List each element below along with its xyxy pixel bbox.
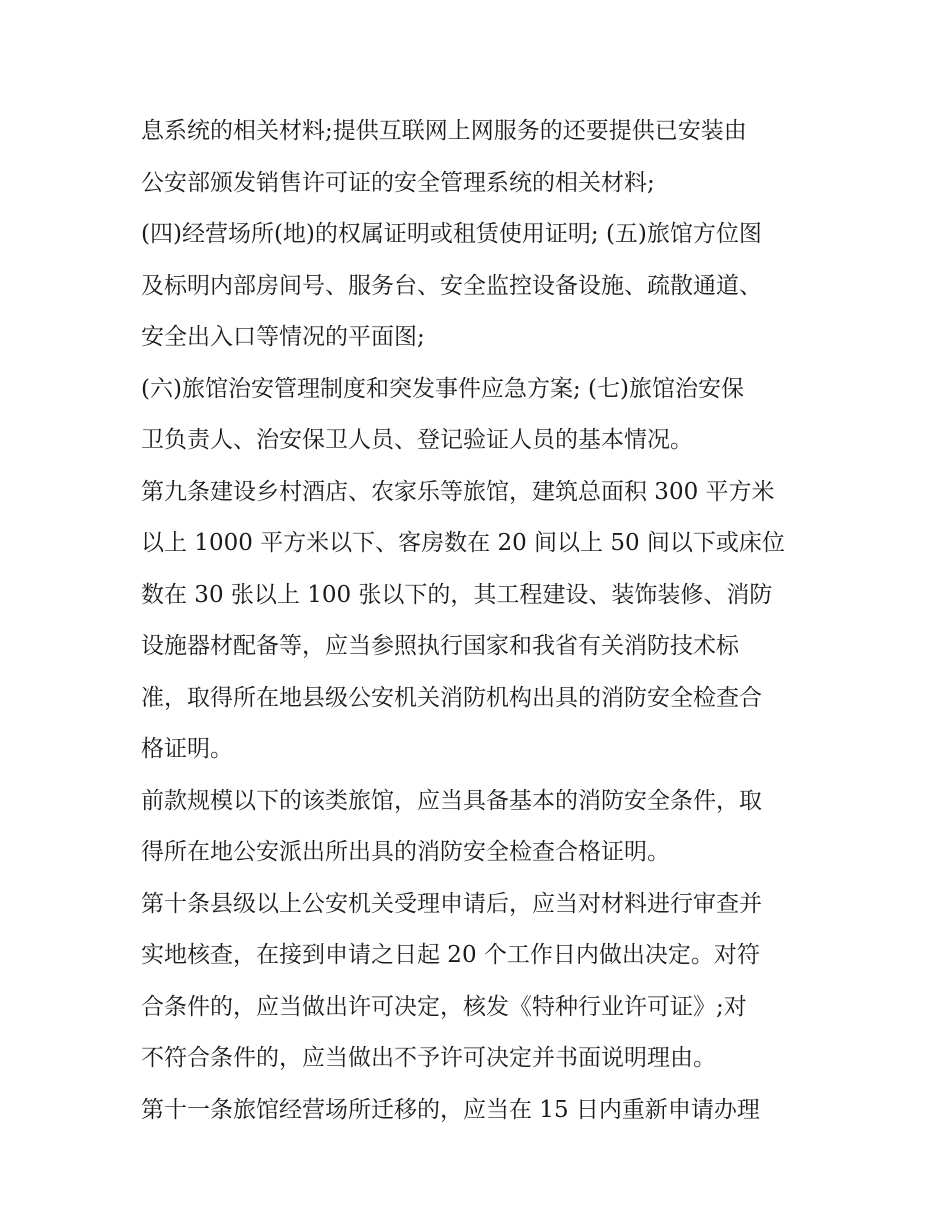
text-line: 格证明。 [141,736,233,762]
text-line: 得所在地公安派出所出具的消防安全检查合格证明。 [141,839,670,865]
text-line: 安全出入口等情况的平面图; [141,324,425,350]
text-line: 第十一条旅馆经营场所迁移的，应当在 15 日内重新申请办理 [141,1096,760,1123]
text-line: 卫负责人、治安保卫人员、登记验证人员的基本情况。 [141,427,693,453]
text-line: 公安部颁发销售许可证的安全管理系统的相关材料; [141,169,655,196]
text-line: 合条件的，应当做出许可决定，核发《特种行业许可证》;对 [141,993,747,1020]
text-line: 以上 1000 平方米以下、客房数在 20 间以上 50 间以下或床位 [141,530,785,556]
text-line: 第十条县级以上公安机关受理申请后，应当对材料进行审查并 [141,890,762,917]
text-line: (六)旅馆治安管理制度和突发事件应急方案; (七)旅馆治安保 [141,375,744,402]
text-line: 准，取得所在地县级公安机关消防机构出具的消防安全检查合 [141,684,762,711]
text-line: 设施器材配备等，应当参照执行国家和我省有关消防技术标 [141,633,739,659]
text-line: 不符合条件的，应当做出不予许可决定并书面说明理由。 [141,1045,716,1071]
text-line: (四)经营场所(地)的权属证明或租赁使用证明; (五)旅馆方位图 [141,221,762,247]
document-body [141,106,821,1136]
text-line: 及标明内部房间号、服务台、安全监控设备设施、疏散通道、 [141,272,762,299]
text-line: 实地核查，在接到申请之日起 20 个工作日内做出决定。对符 [141,942,760,968]
text-line: 第九条建设乡村酒店、农家乐等旅馆，建筑总面积 300 平方米 [141,478,775,505]
text-line: 前款规模以下的该类旅馆，应当具备基本的消防安全条件，取 [141,787,762,814]
text-line: 数在 30 张以上 100 张以下的，其工程建设、装饰装修、消防 [141,581,773,608]
text-line: 息系统的相关材料;提供互联网上网服务的还要提供已安装由 [141,118,747,144]
